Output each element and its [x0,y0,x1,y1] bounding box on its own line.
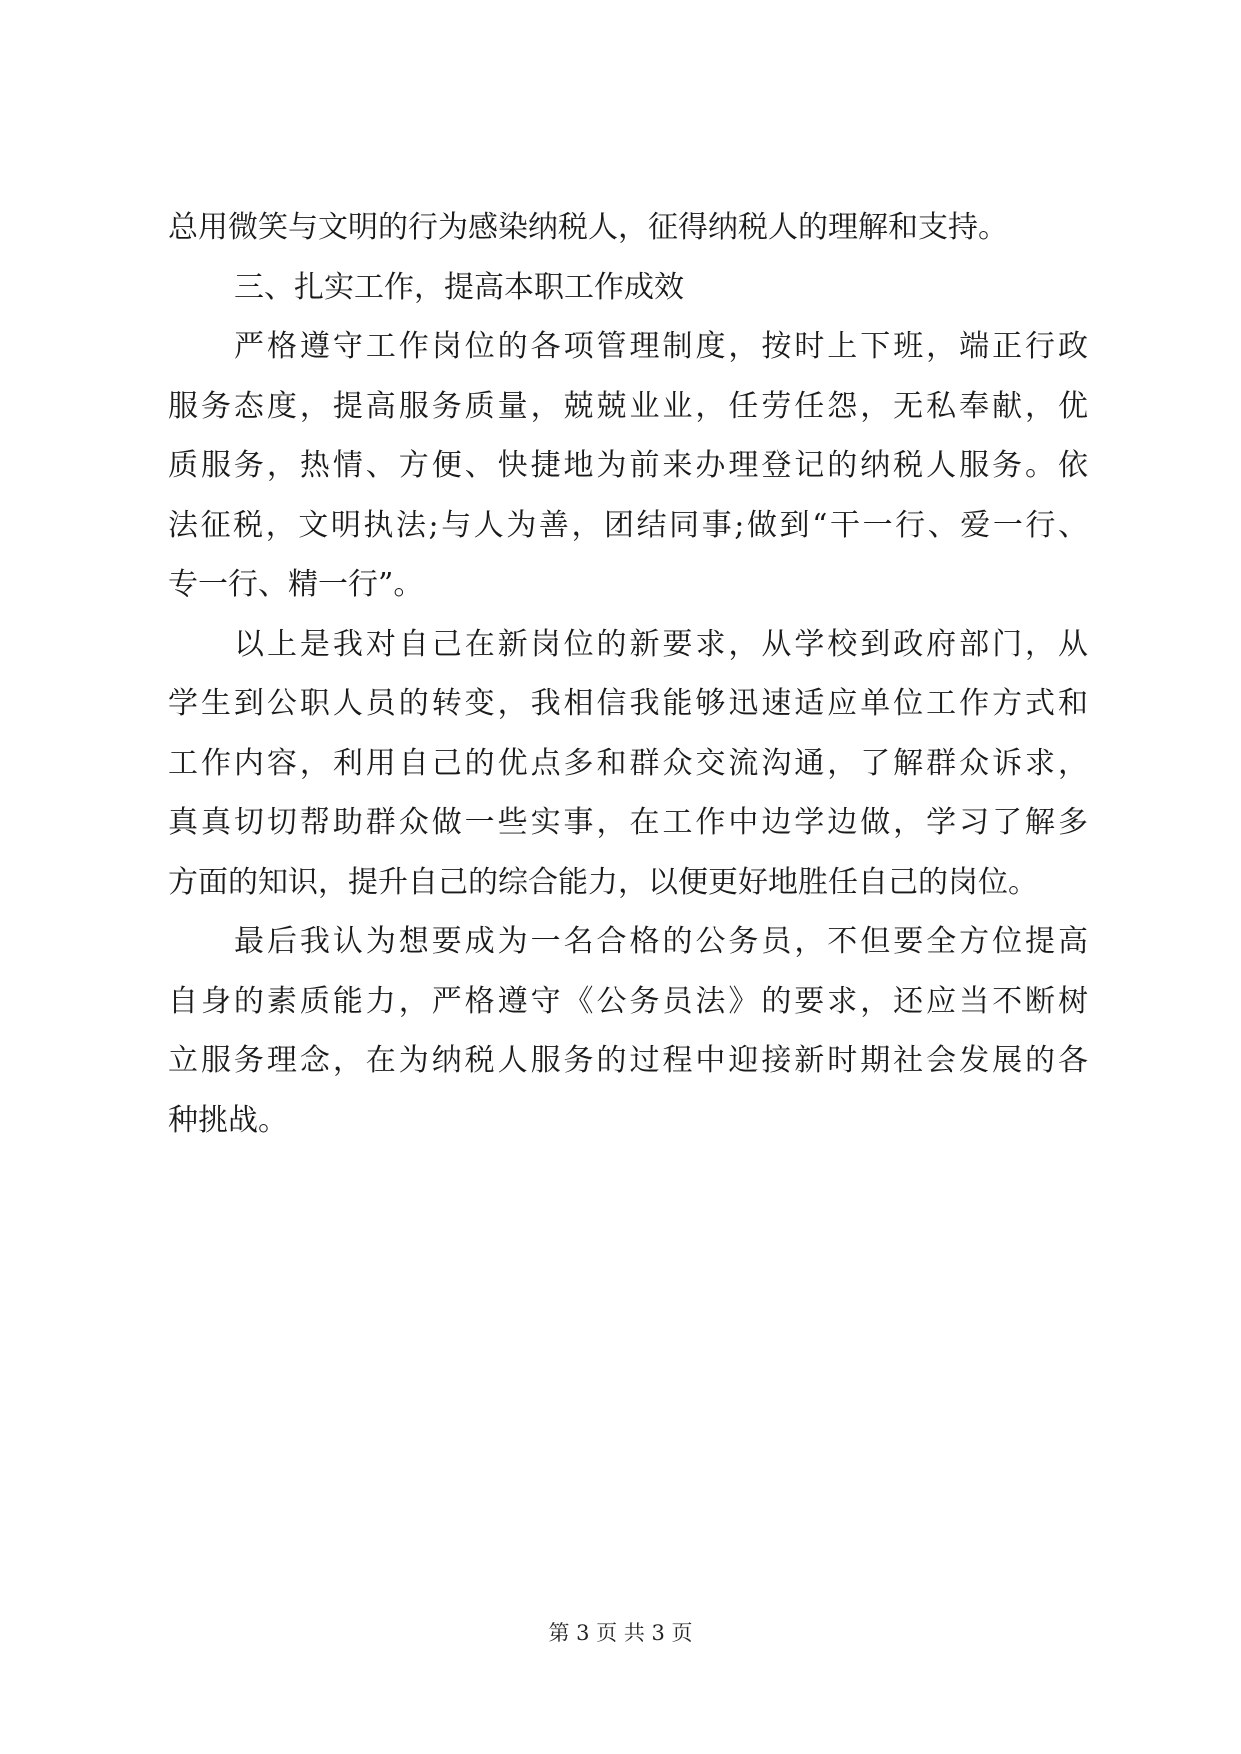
text-line: 总用微笑与文明的行为感染纳税人，征得纳税人的理解和支持。 [168,210,1008,245]
text-line: 服务态度，提高服务质量，兢兢业业，任劳任怨，无私奉献，优 [168,388,1088,424]
text-line: 以上是我对自己在新岗位的新要求，从学校到政府部门，从 [234,626,1088,662]
text-line: 严格遵守工作岗位的各项管理制度，按时上下班，端正行政 [234,329,1088,364]
text-line: 自身的素质能力，严格遵守《公务员法》的要求，还应当不断树 [168,983,1088,1019]
text-line: 工作内容，利用自己的优点多和群众交流沟通，了解群众诉求， [168,745,1088,781]
text-line: 真真切切帮助群众做一些实事，在工作中边学边做，学习了解多 [168,805,1088,840]
text-line: 学生到公职人员的转变，我相信我能够迅速适应单位工作方式和 [168,686,1088,721]
text-line: 种挑战。 [168,1102,288,1138]
section-heading: 三、扎实工作，提高本职工作成效 [234,269,684,305]
text-line: 方面的知识，提升自己的综合能力，以便更好地胜任自己的岗位。 [168,864,1038,900]
text-line: 专一行、精一行”。 [168,567,424,602]
text-line: 质服务，热情、方便、快捷地为前来办理登记的纳税人服务。依 [168,448,1088,483]
text-line: 法征税，文明执法;与人为善，团结同事;做到“干一行、爱一行、 [168,507,1088,543]
text-line: 最后我认为想要成为一名合格的公务员，不但要全方位提高 [234,924,1088,959]
page-number-footer: 第 3 页 共 3 页 [548,1621,693,1645]
text-line: 立服务理念，在为纳税人服务的过程中迎接新时期社会发展的各 [168,1043,1088,1078]
document-body [168,198,1088,1150]
